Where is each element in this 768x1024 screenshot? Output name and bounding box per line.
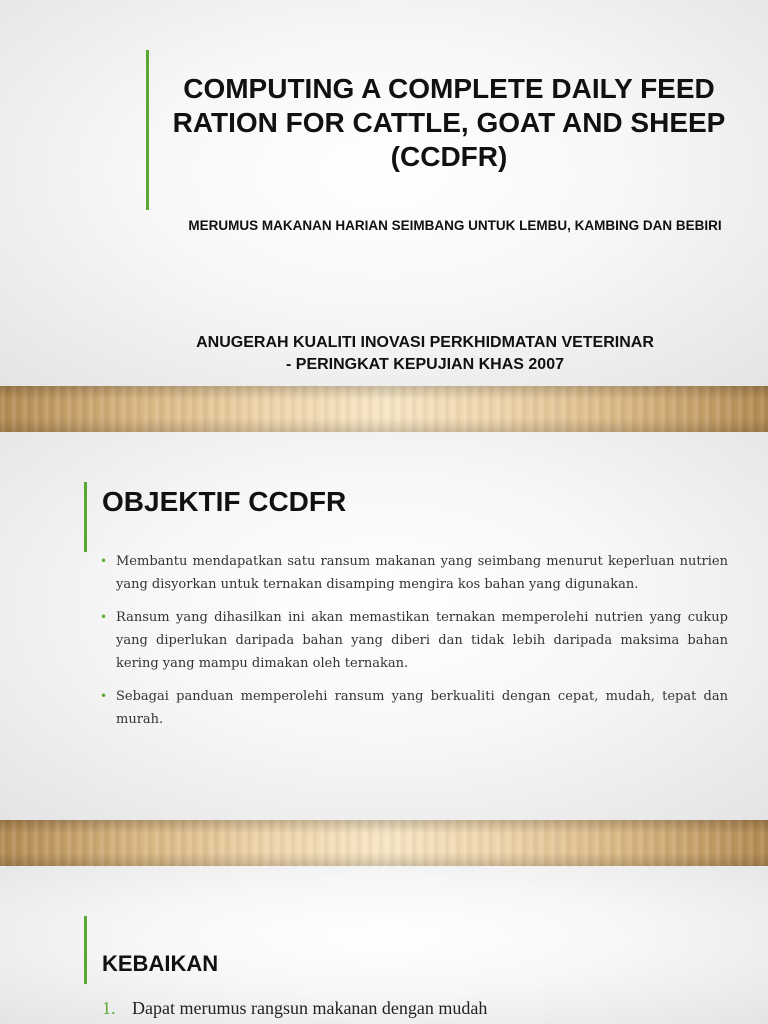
award-line-1: ANUGERAH KUALITI INOVASI PERKHIDMATAN VETERINAR	[196, 334, 654, 351]
bullet-text: Ransum yang dihasilkan ini akan memastikan ternakan memperolehi nutrien yang cukup yang diperlukan daripada bahan yang diberi dan tidak lebih daripada maksima bahan kering yang mampu dimakan oleh ternakan.	[116, 610, 728, 671]
accent-bar	[146, 50, 149, 210]
presentation-title: COMPUTING A COMPLETE DAILY FEED RATION FOR CATTLE, GOAT AND SHEEP (CCDFR)	[172, 73, 726, 172]
slide-heading: OBJEKTIF CCDFR	[102, 486, 347, 517]
slide-benefits	[0, 866, 768, 1024]
bullet-dot-icon: •	[100, 610, 108, 624]
list-text: Dapat merumus rangsun makanan dengan mudah	[132, 998, 488, 1018]
bullet-text: Membantu mendapatkan satu ransum makanan yang seimbang menurut keperluan nutrien yang disyorkan untuk ternakan disamping mengira kos bahan yang digunakan.	[116, 554, 728, 592]
list-number: 1.	[102, 998, 116, 1018]
accent-bar	[84, 916, 87, 984]
bullet-list	[100, 550, 728, 741]
bullet-dot-icon: •	[100, 554, 108, 568]
slide-divider	[0, 386, 768, 432]
bullet-dot-icon: •	[100, 689, 108, 703]
slide-title	[0, 0, 768, 386]
slide-heading: KEBAIKAN	[102, 951, 219, 976]
bullet-item	[100, 550, 728, 596]
accent-bar	[84, 482, 87, 552]
bullet-item	[100, 685, 728, 731]
bullet-text: Sebagai panduan memperolehi ransum yang berkualiti dengan cepat, mudah, tepat dan murah.	[116, 689, 728, 727]
bullet-item	[100, 606, 728, 675]
numbered-list	[102, 998, 487, 1019]
slide-objectives	[0, 432, 768, 820]
slide-divider	[0, 820, 768, 866]
list-item	[102, 998, 487, 1019]
award-line-2: - PERINGKAT KEPUJIAN KHAS 2007	[286, 356, 564, 373]
presentation-subtitle: MERUMUS MAKANAN HARIAN SEIMBANG UNTUK LEMBU, KAMBING DAN BEBIRI	[188, 218, 722, 233]
award-text	[130, 332, 720, 376]
